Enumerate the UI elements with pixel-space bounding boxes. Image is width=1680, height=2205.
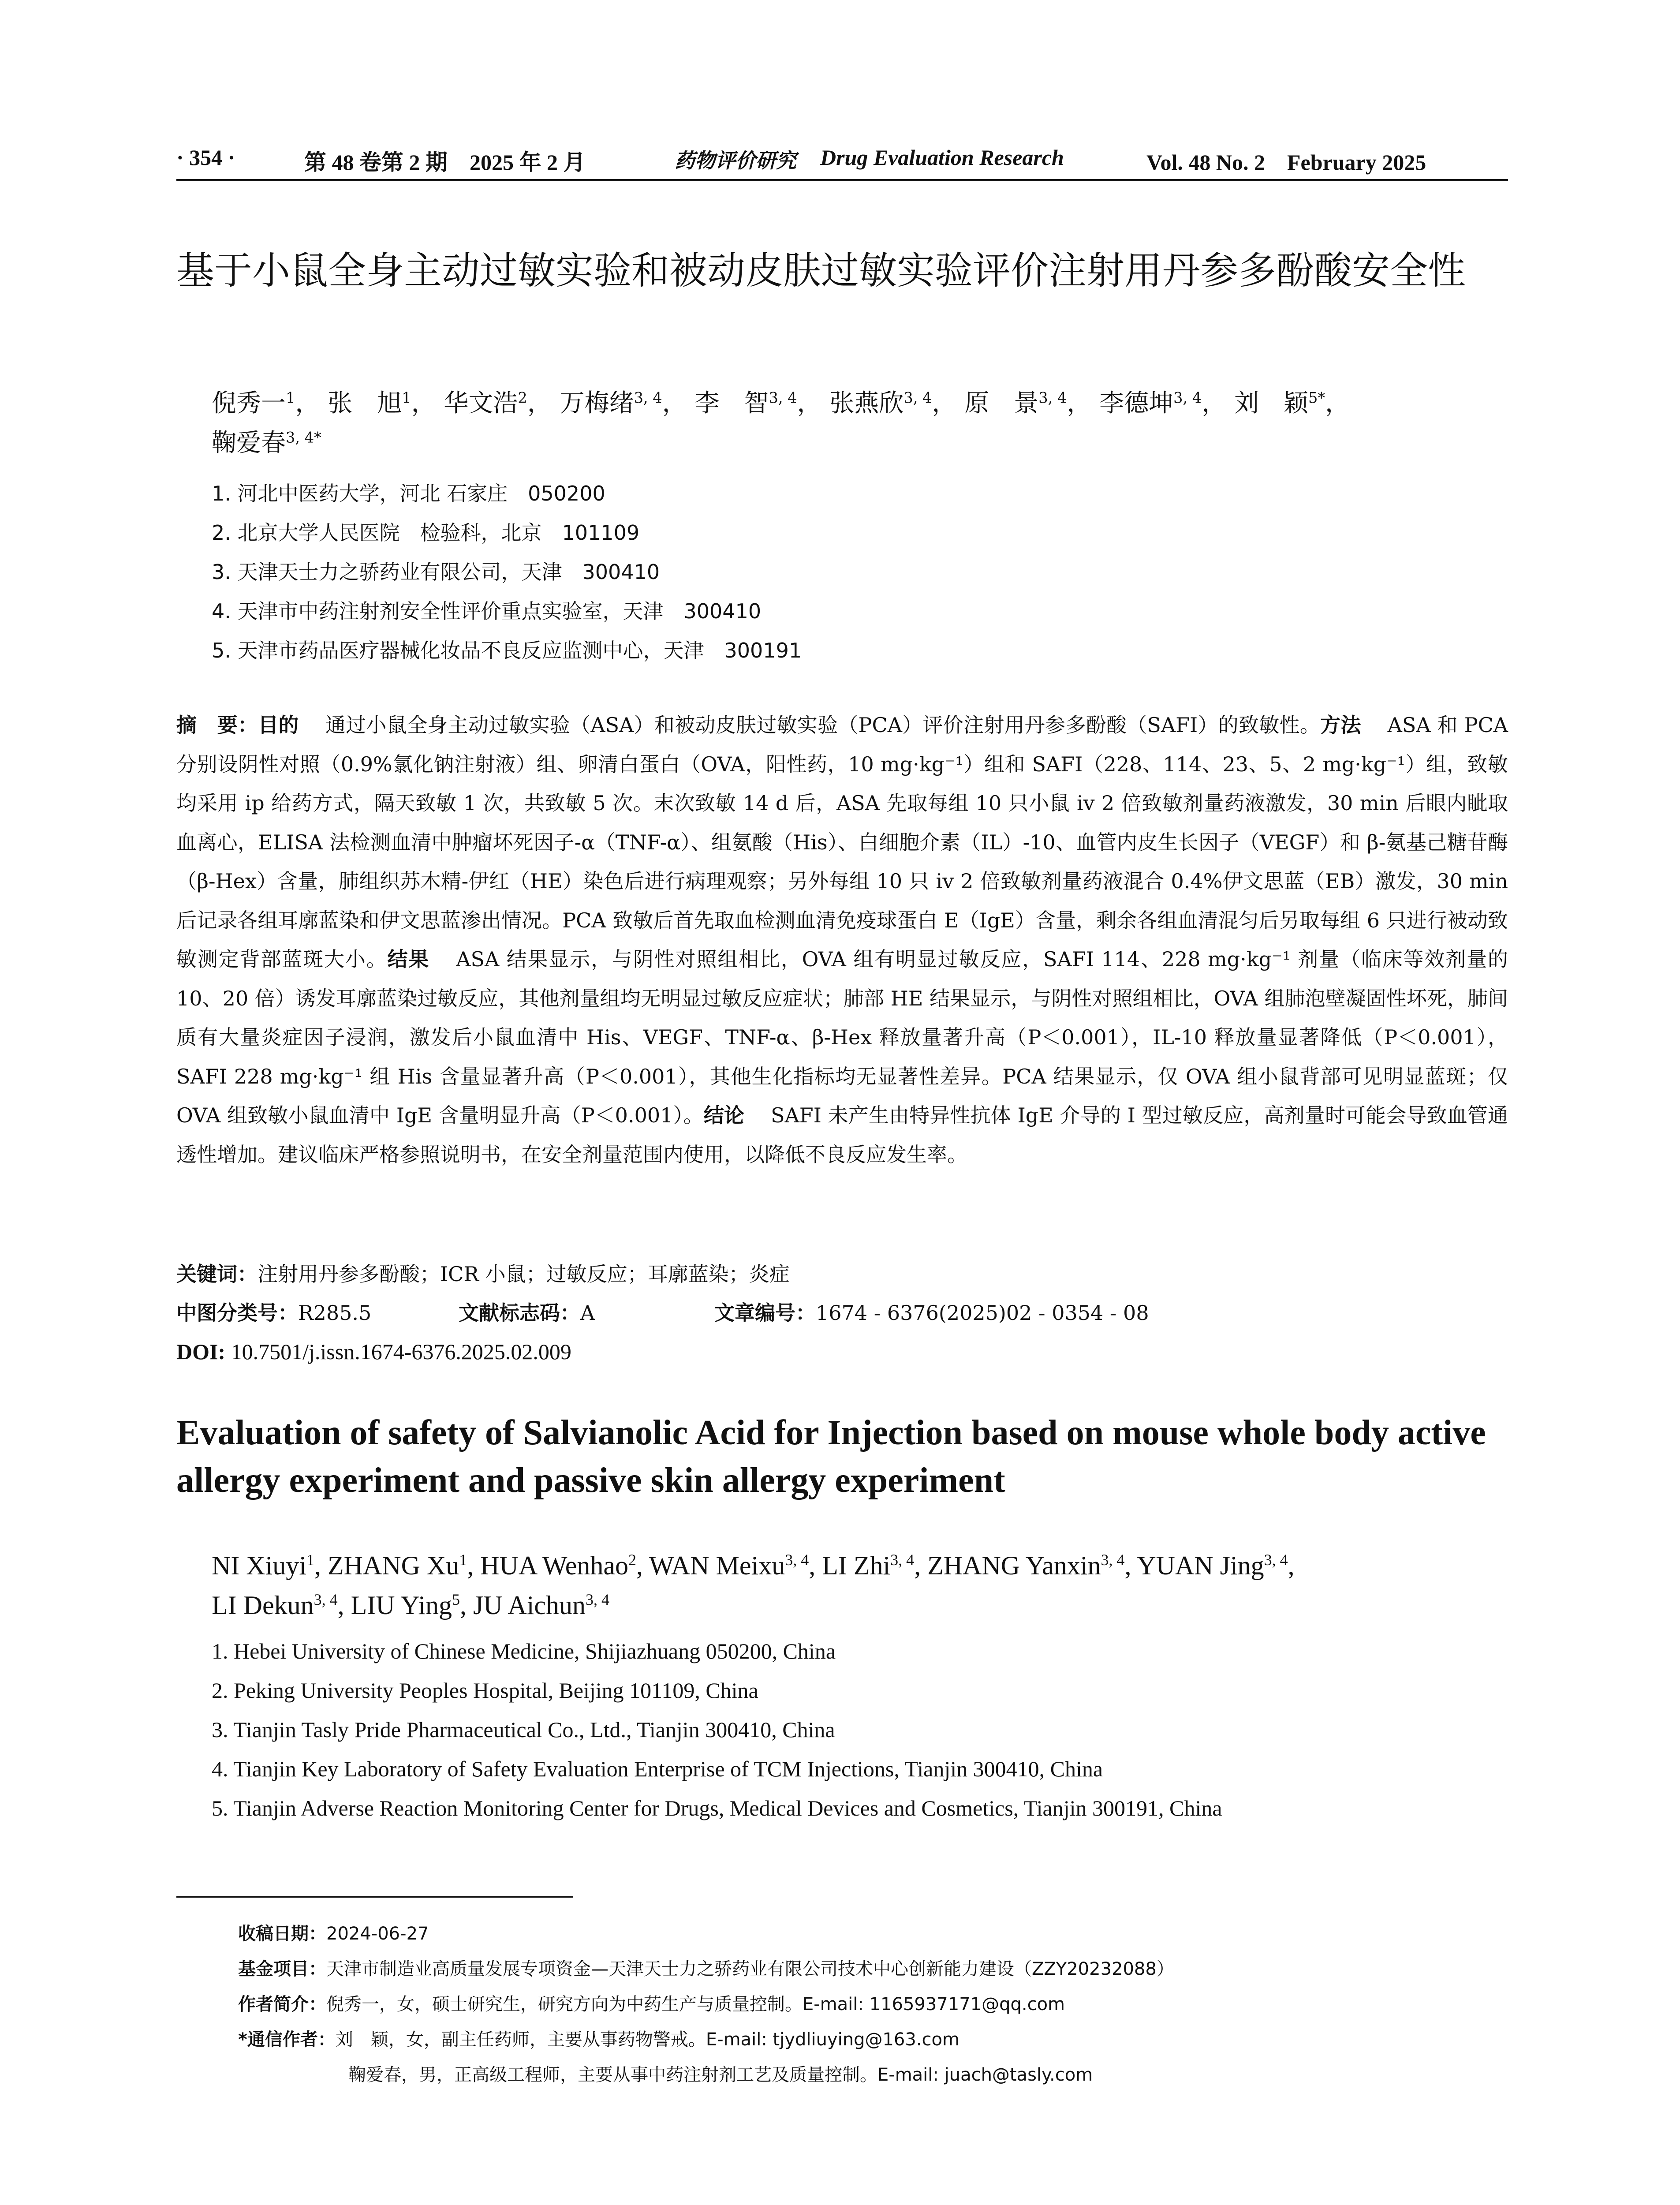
affiliation-en: 3. Tianjin Tasly Pride Pharmaceutical Co., Ltd., Tianjin 300410, China — [212, 1717, 835, 1742]
affiliations-cn — [212, 474, 1508, 670]
abstract-results: ASA 结果显示，与阴性对照组相比，OVA 组有明显过敏反应，SAFI 114、228 mg·kg⁻¹ 剂量（临床等效剂量的 10、20 倍）诱发耳廓蓝染过敏反应，其他剂量组均无明显过敏反应症状；肺部 HE 结果显示，与阴性对照组相比，OVA 组肺泡壁凝固性坏死，肺间质有大量炎症因子浸润，激发后小鼠血清中 His、VEGF、TNF-α、β-Hex 释放量著升高（P＜0.001），IL-10 释放量显著降低（P＜0.001），SAFI 228 mg·kg⁻¹ 组 His 含量显著升高（P＜0.001），其他生化指标均无显著性差异。PCA 结果显示，仅 OVA 组小鼠背部可见明显蓝斑；仅 OVA 组致敏小鼠血清中 IgE 含量明显升高（P＜0.001）。 — [176, 947, 1508, 1127]
author-cn: 原 景$^{3, 4}$， — [964, 389, 1092, 418]
author-en: JU Aichun$^{3, 4}$ — [473, 1591, 610, 1620]
author-cn: 李 智$^{3, 4}$， — [694, 389, 822, 418]
author-en: YUAN Jing$^{3, 4}$, — [1137, 1551, 1295, 1580]
author-cn: 万梅绪$^{3, 4}$， — [560, 389, 687, 418]
author-cn: 张 旭$^1$， — [328, 389, 436, 418]
keywords-cn — [176, 1255, 1508, 1293]
clc-number: 中图分类号： R285.5 — [176, 1301, 372, 1325]
author-en: ZHANG Xu$^1$, — [327, 1551, 481, 1580]
doi-label: DOI: — [176, 1339, 226, 1364]
affiliation-en: 5. Tianjin Adverse Reaction Monitoring Center for Drugs, Medical Devices and Cosmetics, Tianjin 300191, China — [212, 1796, 1222, 1820]
running-header — [176, 140, 1508, 181]
affiliation-cn: 5. 天津市药品医疗器械化妆品不良反应监测中心，天津 300191 — [212, 639, 802, 662]
footnote-fund: 基金项目：天津市制造业高质量发展专项资金—天津天士力之骄药业有限公司技术中心创新能力建设（ZZY20232088） — [238, 1959, 1174, 1979]
author-cn: 华文浩$^2$， — [444, 389, 552, 418]
author-en: NI Xiuyi$^1$, — [212, 1551, 328, 1580]
author-cn: 刘 颖$^{5*}$， — [1234, 389, 1350, 418]
footnotes — [238, 1916, 1508, 2093]
authors-cn — [212, 384, 1508, 463]
abstract-conclusion: SAFI 未产生由特异性抗体 IgE 介导的 I 型过敏反应，高剂量时可能会导致血管通透性增加。建议临床严格参照说明书，在安全剂量范围内使用，以降低不良反应发生率。 — [176, 1103, 1508, 1166]
author-cn: 鞠爱春$^{3, 4*}$ — [212, 429, 321, 457]
volume-issue-cn: 第 48 卷第 2 期 2025 年 2 月 — [304, 150, 586, 175]
journal-name-en: Drug Evaluation Research — [820, 145, 1064, 170]
conclusion-label: 结论 — [703, 1103, 745, 1127]
author-en: HUA Wenhao$^2$, — [480, 1551, 649, 1580]
abstract-label: 摘 要： — [176, 713, 258, 737]
footnote-received: 收稿日期：2024-06-27 — [238, 1924, 429, 1944]
title-cn: 基于小鼠全身主动过敏实验和被动皮肤过敏实验评价注射用丹参多酚酸安全性 — [176, 249, 1466, 293]
affiliation-en: 4. Tianjin Key Laboratory of Safety Evaluation Enterprise of TCM Injections, Tianjin 300410, China — [212, 1757, 1103, 1781]
affiliation-en: 2. Peking University Peoples Hospital, Beijing 101109, China — [212, 1678, 758, 1703]
keywords-label: 关键词： — [176, 1262, 258, 1286]
author-en: ZHANG Yanxin$^{3, 4}$, — [927, 1551, 1137, 1580]
author-en: WAN Meixu$^{3, 4}$, — [649, 1551, 822, 1580]
author-en: LIU Ying$^5$, — [351, 1591, 474, 1620]
affiliation-en: 1. Hebei University of Chinese Medicine, Shijiazhuang 050200, China — [212, 1639, 836, 1663]
document-code: 文献标志码： A — [459, 1301, 595, 1325]
authors-en — [212, 1546, 1508, 1625]
results-label: 结果 — [387, 947, 430, 971]
article-number: 文章编号： 1674 - 6376(2025)02 - 0354 - 08 — [714, 1301, 1149, 1325]
volume-issue-en: Vol. 48 No. 2 February 2025 — [1146, 150, 1426, 175]
page-number: · 354 · — [176, 145, 235, 170]
affiliation-cn: 2. 北京大学人民医院 检验科，北京 101109 — [212, 521, 640, 545]
affiliation-cn: 3. 天津天士力之骄药业有限公司，天津 300410 — [212, 560, 660, 584]
methods-label: 方法 — [1320, 713, 1361, 737]
affiliation-cn: 1. 河北中医药大学，河北 石家庄 050200 — [212, 482, 605, 505]
doi-value: 10.7501/j.issn.1674-6376.2025.02.009 — [225, 1339, 571, 1364]
title-en: Evaluation of safety of Salvianolic Acid for Injection based on mouse whole body active allergy experiment and passive skin allergy experiment — [176, 1413, 1486, 1500]
abstract-objective: 通过小鼠全身主动过敏实验（ASA）和被动皮肤过敏实验（PCA）评价注射用丹参多酚酸（SAFI）的致敏性。 — [325, 713, 1321, 737]
doi-line — [176, 1332, 1508, 1371]
keywords-text: 注射用丹参多酚酸；ICR 小鼠；过敏反应；耳廓蓝染；炎症 — [258, 1262, 790, 1286]
author-en: LI Zhi$^{3, 4}$, — [822, 1551, 928, 1580]
footnote-divider — [176, 1896, 573, 1898]
abstract-methods: ASA 和 PCA 分别设阴性对照（0.9%氯化钠注射液）组、卵清白蛋白（OVA，阳性药，10 mg·kg⁻¹）组和 SAFI（228、114、23、5、2 mg·kg⁻¹）组，致敏均采用 ip 给药方式，隔天致敏 1 次，共致敏 5 次。末次致敏 14 d 后，ASA 先取每组 10 只小鼠 iv 2 倍致敏剂量药液激发，30 min 后眼内眦取血离心，ELISA 法检测血清中肿瘤坏死因子-α（TNF-α）、组氨酸（His）、白细胞介素（IL）-10、血管内皮生长因子（VEGF）和 β-氨基己糖苷酶（β-Hex）含量，肺组织苏木精-伊红（HE）染色后进行病理观察；另外每组 10 只 iv 2 倍致敏剂量药液混合 0.4%伊文思蓝（EB）激发，30 min 后记录各组耳廓蓝染和伊文思蓝渗出情况。PCA 致敏后首先取血检测血清免疫球蛋白 E（IgE）含量，剩余各组血清混匀后另取每组 6 只进行被动致敏测定背部蓝斑大小。 — [176, 713, 1508, 971]
author-cn: 张燕欣$^{3, 4}$， — [829, 389, 957, 418]
author-en: LI Dekun$^{3, 4}$, — [212, 1591, 351, 1620]
footnote-author-bio: 作者简介：倪秀一，女，硕士研究生，研究方向为中药生产与质量控制。E-mail: 1165937171@qq.com — [238, 1994, 1065, 2014]
affiliation-cn: 4. 天津市中药注射剂安全性评价重点实验室，天津 300410 — [212, 599, 762, 623]
abstract-cn — [176, 706, 1508, 1174]
author-cn: 李德坤$^{3, 4}$， — [1099, 389, 1227, 418]
footnote-corresponding-2: 鞠爱春，男，正高级工程师，主要从事中药注射剂工艺及质量控制。E-mail: juach@tasly.com — [348, 2065, 1093, 2085]
footnote-corresponding: *通信作者：刘 颖，女，副主任药师，主要从事药物警戒。E-mail: tjydliuying@163.com — [238, 2029, 959, 2050]
affiliations-en — [212, 1632, 1508, 1828]
author-cn: 倪秀一$^1$， — [212, 389, 320, 418]
journal-name-cn: 药物评价研究 — [675, 149, 796, 172]
objective-label: 目的 — [258, 713, 299, 737]
